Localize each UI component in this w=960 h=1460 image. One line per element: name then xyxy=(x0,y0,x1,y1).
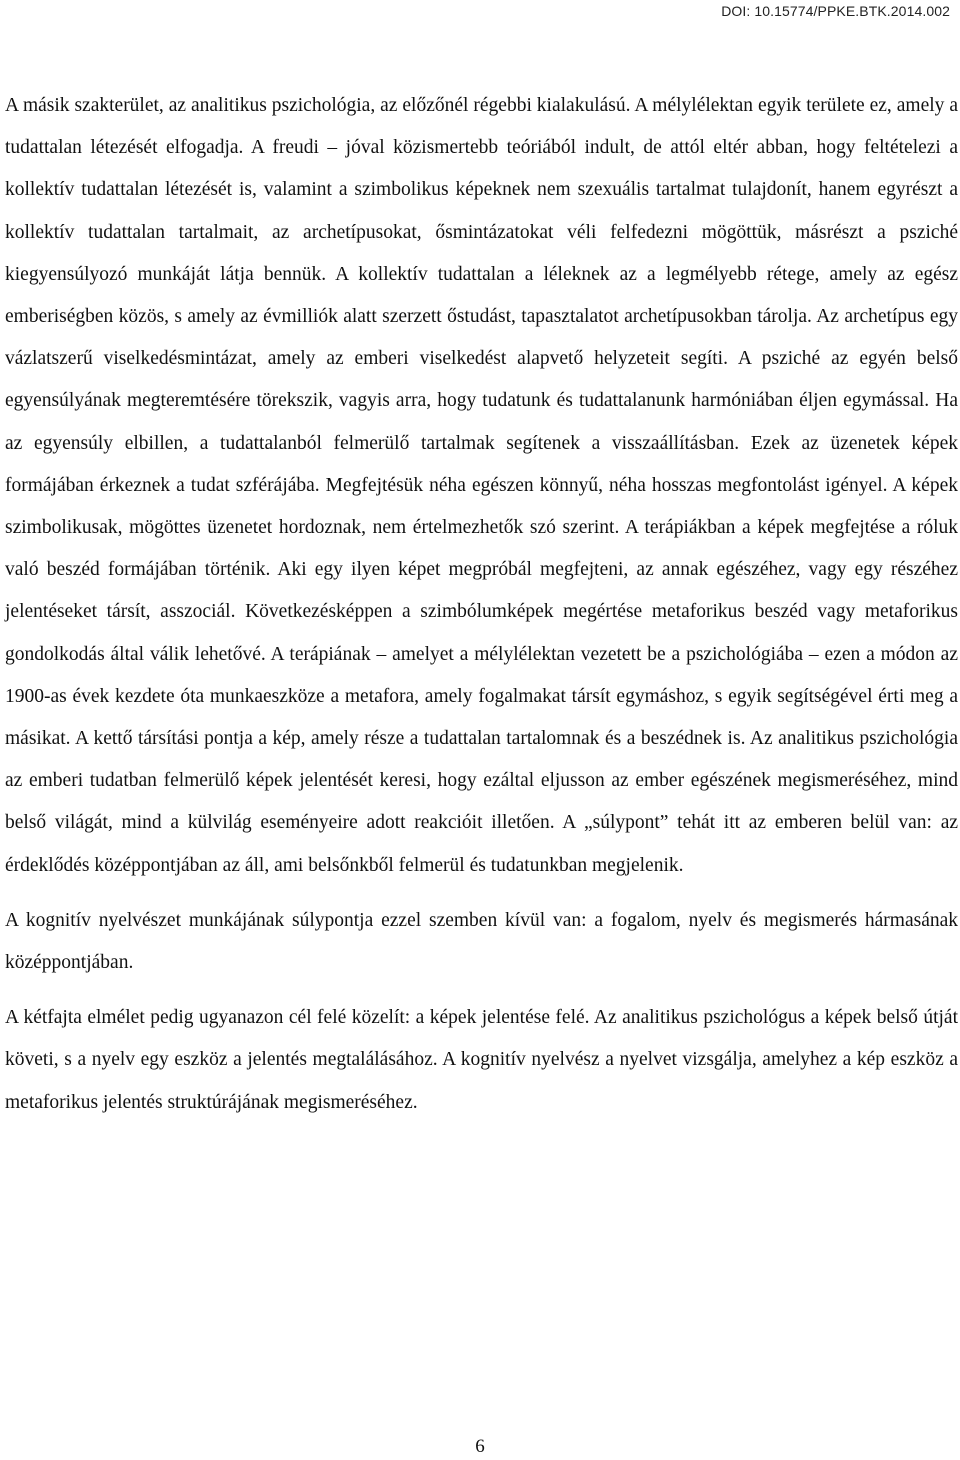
paragraph-cognitive-linguistics: A kognitív nyelvészet munkájának súlypontja ezzel szemben kívül van: a fogalom, nyelv és megismerés hármasának középpontjában. xyxy=(5,909,958,974)
document-body xyxy=(5,85,958,1124)
paragraph-comparison: A kétfajta elmélet pedig ugyanazon cél felé közelít: a képek jelentése felé. Az analitikus pszichológus a képek belső útját követi, s a nyelv egy eszköz a jelentés megtalálásához. A kognitív nyelvész a nyelvet vizsgálja, amelyhez a kép eszköz a metaforikus jelentés struktúrájának megismeréséhez. xyxy=(5,1007,958,1113)
paragraph-analytic-psychology: A másik szakterület, az analitikus pszichológia, az előzőnél régebbi kialakulású. A mélylélektan egyik területe ez, amely a tudattalan létezését elfogadja. A freudi – jóval közismertebb teóriából indult, de attól eltér abban, hogy feltételezi a kollektív tudattalan létezését is, valamint a szimbolikus képeknek nem szexuális tartalmat tulajdonít, hanem egyrészt a kollektív tudattalan tartalmait, az archetípusokat, ősmintázatokat véli felfedezni mögöttük, másrészt a psziché kiegyensúlyozó munkáját látja bennük. A kollektív tudattalan a léleknek az a legmélyebb rétege, amely az egész emberiségben közös, s amely az évmilliók alatt szerzett őstudást, tapasztalatot archetípusokban tárolja. Az archetípus egy vázlatszerű viselkedésmintázat, amely az emberi viselkedést alapvető helyzeteit segíti. A psziché az egyén belső egyensúlyának megteremtésére törekszik, vagyis arra, hogy tudatunk és tudattalanunk harmóniában éljen egymással. Ha az egyensúly elbillen, a tudattalanból felmerülő tartalmak segítenek a visszaállításban. Ezek az üzenetek képek formájában érkeznek a tudat szférájába. Megfejtésük néha egészen könnyű, néha hosszas megfontolást igényel. A képek szimbolikusak, mögöttes üzenetet hordoznak, nem értelmezhetők szó szerint. A terápiákban a képek megfejtése a róluk való beszéd formájában történik. Aki egy ilyen képet megpróbál megfejteni, az annak egészéhez, vagy egy részéhez jelentéseket társít, asszociál. Következésképpen a szimbólumképek megértése metaforikus beszéd vagy metaforikus gondolkodás által válik lehetővé. A terápiának – amelyet a mélylélektan vezetett be a pszichológiába – ezen a módon az 1900-as évek kezdete óta munkaeszköze a metafora, amely fogalmakat társít egymáshoz, s egyik segítségével érti meg a másikat. A kettő társítási pontja a kép, amely része a tudattalan tartalomnak és a beszédnek is. Az analitikus pszichológia az emberi tudatban felmerülő képek jelentését keresi, hogy ezáltal eljusson az ember egészének megismeréséhez, mind belső világát, mind a külvilág eseményeire adott reakcióit illetően. A „súlypont” tehát itt az emberen belül van: az érdeklődés középpontjában az áll, ami belsőnkből felmerül és tudatunkban megjelenik. xyxy=(5,95,958,876)
doi-header: DOI: 10.15774/PPKE.BTK.2014.002 xyxy=(721,3,950,19)
page-number: 6 xyxy=(475,1436,485,1457)
